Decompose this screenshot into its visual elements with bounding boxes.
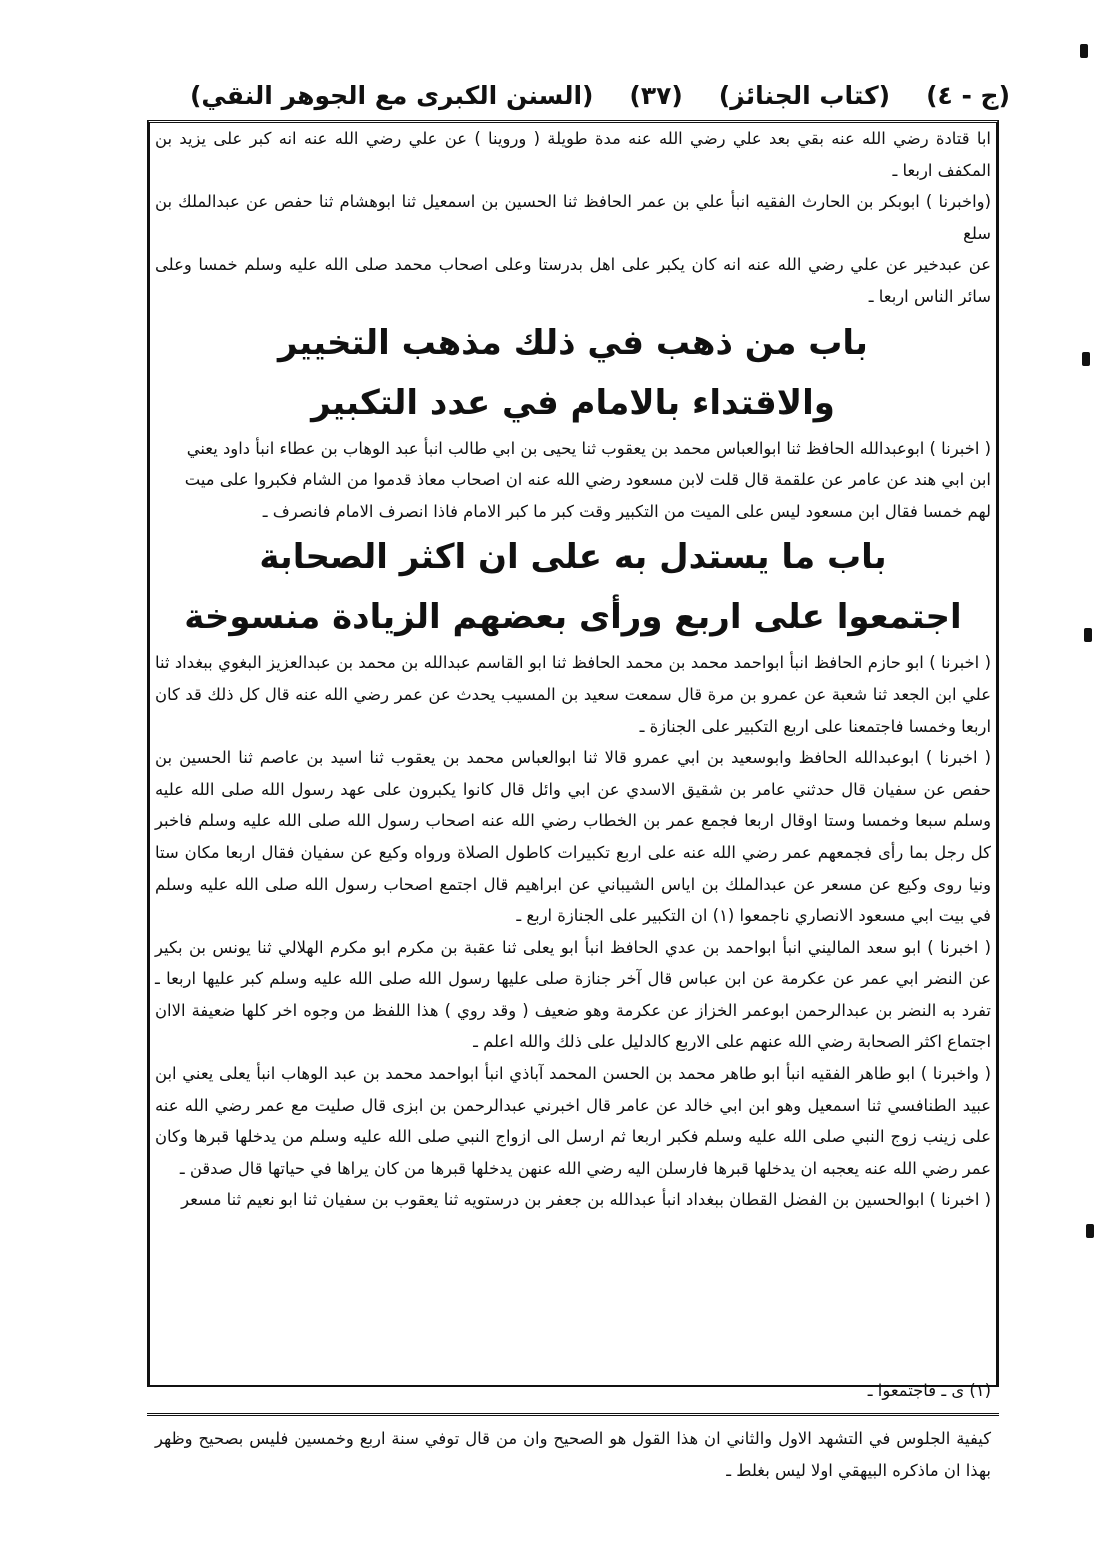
commentary-divider — [147, 1413, 999, 1416]
margin-mark — [1086, 1224, 1094, 1238]
chapter-heading: باب من ذهب في ذلك مذهب التخيير — [278, 322, 868, 363]
margin-mark — [1080, 44, 1088, 58]
page-number: (٣٧) — [629, 80, 683, 110]
text-line: ابن ابي هند عن عامر عن علقمة قال قلت لابن مسعود رضي الله عنه ان اصحاب معاذ قدموا من الشام فكبروا على ميت — [184, 470, 991, 490]
main-text — [155, 123, 991, 1216]
section-title: (كتاب الجنائز) — [718, 80, 891, 110]
book-title: (السنن الكبرى مع الجوهر النقي) — [190, 80, 594, 110]
jawhar-commentary: كيفية الجلوس في التشهد الاول والثاني ان هذا القول هو الصحيح وان من قال توفي سنة اربع وخمسين فليس بصحيح وظهر بهذا ان ماذكره البيهقي اولا ليس بغلط ـ — [155, 1429, 991, 1480]
hadith-paragraph: ( اخبرنا ) ابو حازم الحافظ انبأ ابواحمد محمد بن محمد الحافظ ثنا ابو القاسم عبدالله بن محمد بن عبدالعزيز البغوي ببغداد ثنا علي ابن الجعد ثنا شعبة عن عمرو بن مرة قال سمعت سعيد بن المسيب يحدث عن عمر رضي الله عنه قال كل ذلك قد كان اربعا وخمسا فاجتمعنا على اربع التكبير على الجنازة ـ — [155, 653, 991, 736]
text-line: لهم خمسا فقال ابن مسعود ليس على الميت من التكبير وقت كبر ما كبر الامام فاذا انصرف الامام فانصرف ـ — [262, 501, 991, 521]
margin-mark — [1084, 628, 1092, 642]
text-line: عن عبدخير عن علي رضي الله عنه انه كان يكبر على اهل بدرستا وعلى اصحاب محمد صلى الله عليه وسلم خمسا وعلى سائر الناس اربعا ـ — [155, 255, 991, 306]
hadith-paragraph: ( اخبرنا ) ابوعبدالله الحافظ وابوسعيد بن ابي عمرو قالا ثنا ابوالعباس محمد بن يعقوب ثنا اسيد بن عاصم ثنا الحسين بن حفص عن سفيان قال حدثني عامر بن شقيق الاسدي عن ابي وائل قال كانوا يكبرون على عهد رسول الله صلى الله عليه وسلم سبعا وخمسا وستا اوقال اربعا فجمع عمر بن الخطاب رضي الله عنه اصحاب رسول الله صلى الله عليه وسلم فاخبر كل رجل بما رأى فجمعهم عمر رضي الله عنه على اربع تكبيرات كاطول الصلاة ورواه وكيع عن سفيان فقال اربعا مكان ستا ونيا روى وكيع عن مسعر عن عبدالملك بن اياس الشيباني عن ابراهيم قال اجتمع اصحاب رسول الله صلى الله عليه وسلم في بيت ابي مسعود الانصاري ناجمعوا (١) ان التكبير على الجنازة اربع ـ — [155, 748, 991, 926]
text-line: ( اخبرنا ) ابوالحسين بن الفضل القطان ببغداد انبأ عبدالله بن جعفر بن درستويه ثنا يعقوب بن سفيان ثنا ابو نعيم ثنا مسعر — [181, 1190, 991, 1210]
page-header — [190, 72, 1010, 118]
text-line: (واخبرنا ) ابوبكر بن الحارث الفقيه انبأ علي بن عمر الحافظ ثنا الحسين بن اسمعيل ثنا ابوهشام ثنا حفص عن عبدالملك بن سلع — [155, 192, 991, 243]
chapter-heading: باب ما يستدل به على ان اكثر الصحابة — [259, 537, 887, 578]
hadith-paragraph: ( اخبرنا ) ابو سعد الماليني انبأ ابواحمد بن عدي الحافظ انبأ ابو يعلى ثنا عقبة بن مكرم ابو مكرم الهلالي ثنا يونس بن بكير عن النضر ابي عمر عن عكرمة عن ابن عباس قال آخر جنازة صلى عليها رسول الله صلى الله عليه وسلم كبر عليها اربعا ـ تفرد به النضر بن عبدالرحمن ابوعمر الخزاز عن عكرمة وهو ضعيف ( وقد روي ) هذا اللفظ من وجوه اخر كلها ضعيفة الاان اجتماع اكثر الصحابة رضي الله عنهم على الاربع كالدليل على ذلك والله اعلم ـ — [155, 937, 991, 1052]
volume-number: (ج - ٤) — [926, 80, 1010, 110]
footnote: (١) ى ـ فاجتمعوا ـ — [867, 1381, 991, 1400]
margin-mark — [1082, 352, 1090, 366]
chapter-heading: والاقتداء بالامام في عدد التكبير — [311, 382, 835, 423]
text-line: ( اخبرنا ) ابوعبدالله الحافظ ثنا ابوالعباس محمد بن يعقوب ثنا يحيى بن ابي طالب انبأ عبد الوهاب بن عطاء انبأ داود يعني — [186, 438, 991, 458]
chapter-heading: اجتمعوا على اربع ورأى بعضهم الزيادة منسوخة — [184, 597, 962, 638]
text-line: ابا قتادة رضي الله عنه بقي بعد علي رضي الله عنه مدة طويلة ( وروينا ) عن علي رضي الله عنه انه كبر على يزيد بن المكفف اربعا ـ — [155, 129, 991, 180]
hadith-paragraph: ( واخبرنا ) ابو طاهر الفقيه انبأ ابو طاهر محمد بن الحسن المحمد آباذي انبأ ابواحمد محمد بن عبد الوهاب انبأ يعلى يعني ابن عبيد الطنافسي ثنا اسمعيل وهو ابن ابي خالد عن عامر قال اخبرني عبدالرحمن بن ابزى قال صليت مع عمر رضي الله عنه على زينب زوج النبي صلى الله عليه وسلم فكبر اربعا ثم ارسل الى ازواج النبي صلى الله عليه وسلم من يدخلها قبرها وكان عمر رضي الله عنه يعجبه ان يدخلها قبرها فارسلن اليه رضي الله عنهن يدخلها قبرها من كان يراها في حياتها قال صدقن ـ — [155, 1064, 991, 1178]
